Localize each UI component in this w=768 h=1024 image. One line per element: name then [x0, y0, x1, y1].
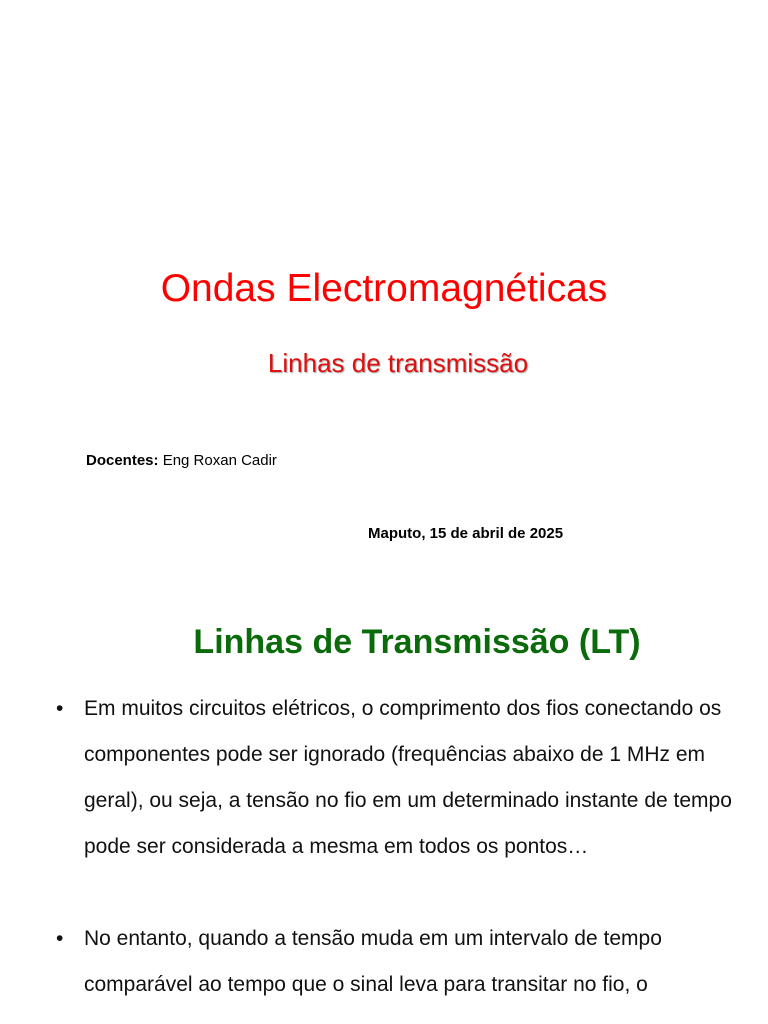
bullet-item [56, 686, 756, 870]
presentation-title: Ondas Electromagnéticas [160, 267, 608, 310]
bullet-list [56, 686, 756, 1008]
docentes-line [86, 451, 277, 471]
bullet-text: Em muitos circuitos elétricos, o comprimento dos fios conectando os componentes pode ser ignorado (frequências abaixo de 1 MHz em geral), ou seja, a tensão no fio em um determinado instante de tempo pode ser considerada a mesma em todos os pontos… [84, 697, 732, 858]
bullet-icon: • [56, 697, 64, 720]
place-date: Maputo, 15 de abril de 2025 [368, 525, 564, 542]
docentes-name: Eng Roxan Cadir [162, 452, 277, 469]
bullet-text: No entanto, quando a tensão muda em um intervalo de tempo comparável ao tempo que o sinal leva para transitar no fio, o [84, 927, 662, 996]
slide-title: Linhas de Transmissão (LT) [193, 623, 641, 661]
content-slide [0, 576, 768, 1024]
docentes-label: Docentes: [86, 452, 159, 469]
bullet-item [56, 916, 756, 1008]
presentation-subtitle: Linhas de transmissão [267, 348, 529, 378]
bullet-icon: • [56, 927, 64, 950]
